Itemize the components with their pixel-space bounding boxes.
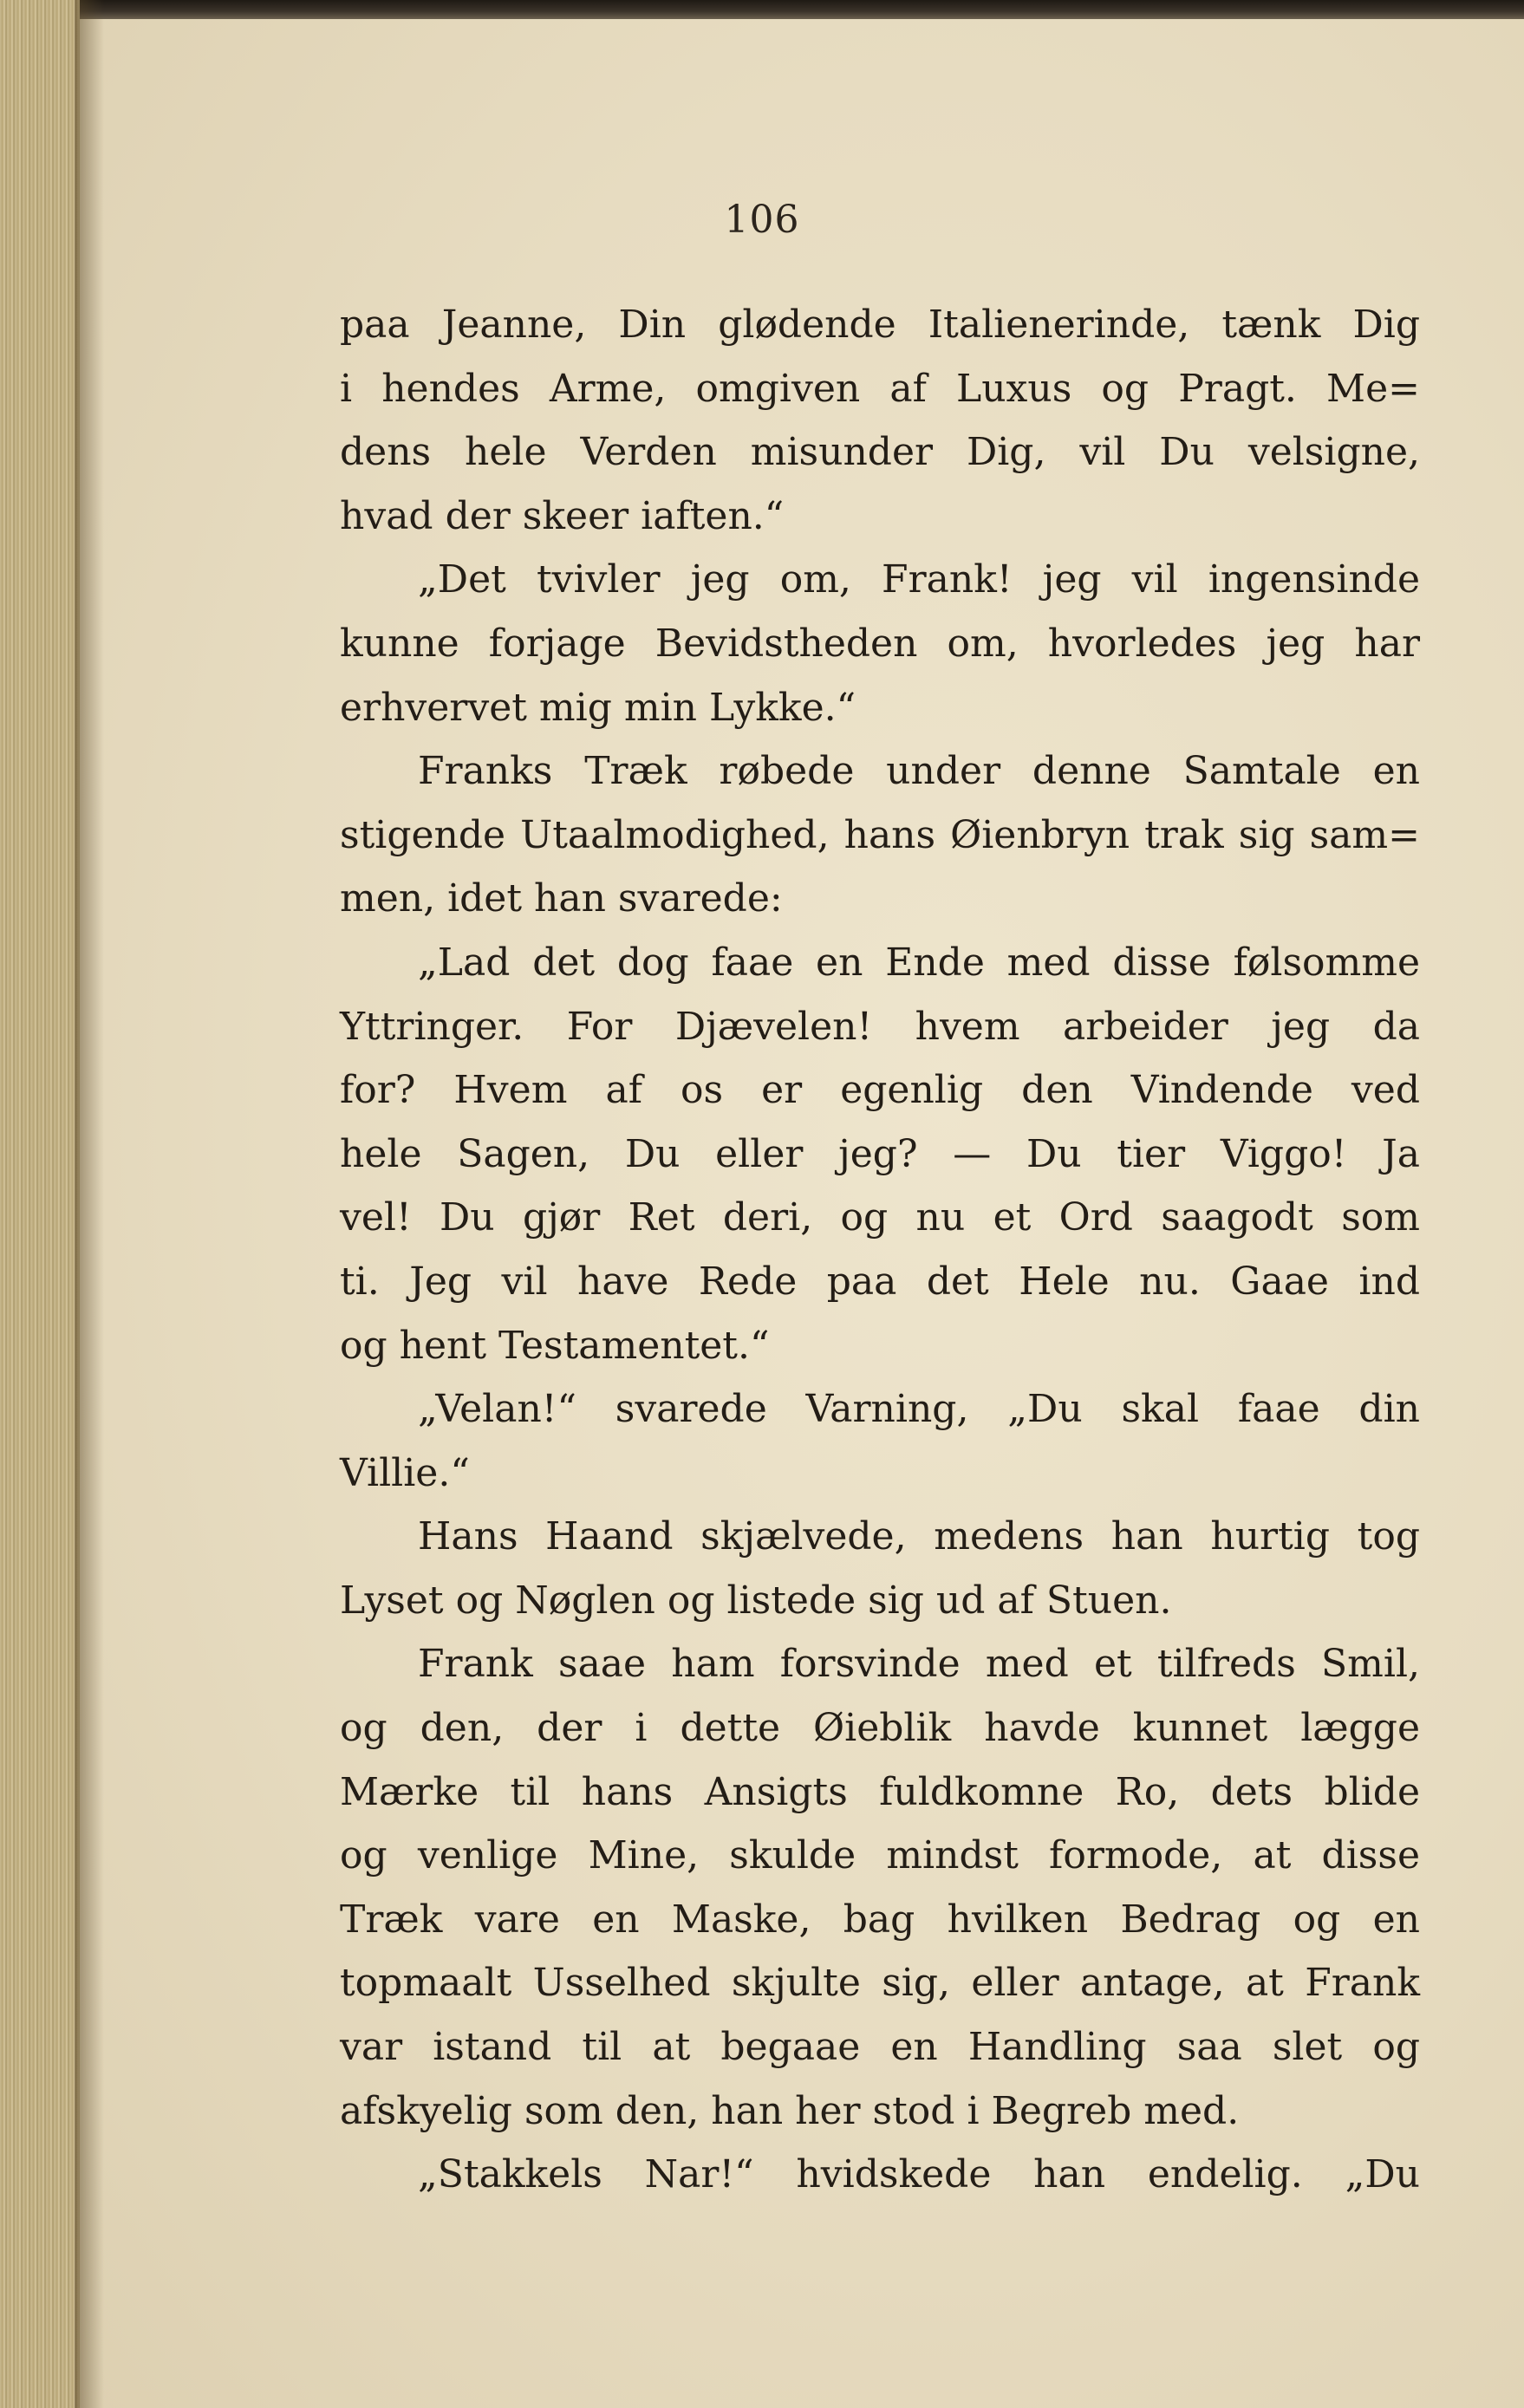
text-line: Villie.“ [340,1450,470,1495]
binding-top-edge [0,0,1524,19]
text-line: var istand til at begaae en Handling saa slet og [340,2025,1420,2070]
text-line: Lyset og Nøglen og listede sig ud af Stuen. [340,1578,1172,1623]
text-line: Franks Træk røbede under denne Samtale en [418,749,1420,794]
page-number: 106 [724,198,800,242]
text-line: Mærke til hans Ansigts fuldkomne Ro, dets blide [340,1769,1420,1814]
body-text [340,293,1420,2207]
text-line: Yttringer. For Djævelen! hvem arbeider jeg da [340,1004,1420,1049]
text-line: topmaalt Usselhed skjulte sig, eller antage, at Frank [340,1961,1420,2006]
text-line: og den, der i dette Øieblik havde kunnet lægge [340,1706,1420,1751]
text-line: for? Hvem af os er egenlig den Vindende ved [340,1068,1420,1113]
text-line: Frank saae ham forsvinde med et tilfreds Smil, [418,1642,1420,1687]
text-line: Træk vare en Maske, bag hvilken Bedrag og en [340,1897,1420,1942]
text-line: hele Sagen, Du eller jeg? — Du tier Viggo! Ja [340,1131,1420,1176]
text-line: „Det tvivler jeg om, Frank! jeg vil ingensinde [418,557,1420,602]
text-line: erhvervet mig min Lykke.“ [340,685,856,730]
text-line: „Velan!“ svarede Varning, „Du skal faae din [418,1387,1420,1432]
text-line: „Lad det dog faae en Ende med disse følsomme [418,940,1420,985]
text-line: og venlige Mine, skulde mindst formode, at disse [340,1833,1420,1878]
text-line: afskyelig som den, han her stod i Begreb med. [340,2088,1240,2133]
text-line: Hans Haand skjælvede, medens han hurtig tog [418,1514,1420,1559]
text-line: men, idet han svarede: [340,876,783,921]
text-line: paa Jeanne, Din glødende Italienerinde, tænk Dig [340,303,1420,347]
page-stack-edge [0,0,80,2408]
text-line: kunne forjage Bevidstheden om, hvorledes jeg har [340,621,1420,666]
text-line: og hent Testamentet.“ [340,1323,770,1368]
text-line: hvad der skeer iaften.“ [340,493,785,538]
text-line: i hendes Arme, omgiven af Luxus og Pragt. Me= [340,366,1420,411]
text-line: vel! Du gjør Ret deri, og nu et Ord saagodt som [340,1195,1420,1240]
gutter-shadow [75,0,104,2408]
text-line: stigende Utaalmodighed, hans Øienbryn trak sig sam= [340,812,1420,857]
text-line: dens hele Verden misunder Dig, vil Du velsigne, [340,430,1420,475]
text-line: „Stakkels Nar!“ hvidskede han endelig. „Du [418,2152,1420,2197]
text-line: ti. Jeg vil have Rede paa det Hele nu. Gaae ind [340,1259,1420,1304]
